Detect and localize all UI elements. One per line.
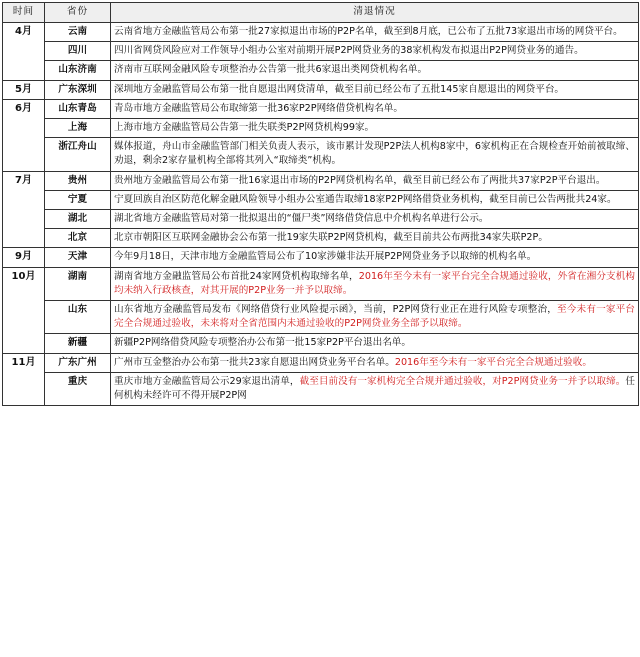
province-cell: 新疆 bbox=[45, 334, 111, 353]
province-cell: 四川 bbox=[45, 42, 111, 61]
province-cell: 山东济南 bbox=[45, 61, 111, 80]
province-cell: 山东 bbox=[45, 301, 111, 334]
province-cell: 浙江舟山 bbox=[45, 138, 111, 171]
province-cell: 重庆 bbox=[45, 372, 111, 405]
description-text: 四川省网贷风险应对工作领导小组办公室对前期开展P2P网贷业务的38家机构发布拟退出P2P网贷业务的通告。 bbox=[114, 45, 584, 57]
table-row bbox=[3, 42, 639, 61]
header-time: 时间 bbox=[3, 3, 45, 23]
province-cell: 天津 bbox=[45, 248, 111, 267]
description-text: 媒体报道，舟山市金融监管部门相关负责人表示，该市累计发现P2P法人机构8家中，6家机构正在合规检查开始前被取缔、劝退，剩余2家存量机构全部将其列入“取缔类”机构。 bbox=[114, 141, 635, 167]
month-cell: 5月 bbox=[3, 80, 45, 99]
p2p-clearance-table bbox=[2, 2, 639, 406]
clearance-description-cell bbox=[111, 353, 639, 372]
description-text: 济南市互联网金融风险专项整治办公告第一批共6家退出类网贷机构名单。 bbox=[114, 64, 428, 76]
description-text: 湖南省地方金融监管局公布首批24家网贷机构取缔名单， bbox=[114, 270, 359, 282]
table-row bbox=[3, 267, 639, 300]
description-text: 深圳地方金融监管局公布第一批自愿退出网贷清单，截至目前已经公布了五批145家自愿退出的网贷平台。 bbox=[114, 83, 565, 95]
clearance-description-cell bbox=[111, 301, 639, 334]
province-cell: 广东广州 bbox=[45, 353, 111, 372]
province-cell: 贵州 bbox=[45, 171, 111, 190]
description-text: 宁夏回族自治区防范化解金融风险领导小组办公室通告取缔18家P2P网络借贷业务机构，截至目前已公告两批共24家。 bbox=[114, 193, 617, 205]
month-cell: 10月 bbox=[3, 267, 45, 353]
header-province: 省份 bbox=[45, 3, 111, 23]
description-text: 贵州地方金融监管局公布第一批16家退出市场的P2P网贷机构名单，截至目前已经公布了两批共37家P2P平台退出。 bbox=[114, 174, 606, 186]
table-row bbox=[3, 80, 639, 99]
month-cell: 6月 bbox=[3, 99, 45, 171]
table-row bbox=[3, 190, 639, 209]
table-row bbox=[3, 301, 639, 334]
clearance-description-cell bbox=[111, 80, 639, 99]
header-clearance-status: 清退情况 bbox=[111, 3, 639, 23]
month-cell: 4月 bbox=[3, 23, 45, 81]
province-cell: 北京 bbox=[45, 229, 111, 248]
description-text: 新疆P2P网络借贷风险专项整治办公布第一批15家P2P平台退出名单。 bbox=[114, 337, 411, 349]
clearance-description-cell bbox=[111, 61, 639, 80]
table-header-row bbox=[3, 3, 639, 23]
table-row bbox=[3, 248, 639, 267]
description-text: 上海市地方金融监管局公告第一批失联类P2P网贷机构99家。 bbox=[114, 122, 375, 134]
province-cell: 广东深圳 bbox=[45, 80, 111, 99]
clearance-description-cell bbox=[111, 210, 639, 229]
description-text: 广州市互金整治办公布第一批共23家自愿退出网贷业务平台名单。 bbox=[114, 356, 395, 368]
month-cell: 7月 bbox=[3, 171, 45, 248]
highlighted-text: 至今未有一家平台完全合规通过验收，未来将对全省范围内未通过验收的P2P网贷业务全部予以取缔。 bbox=[114, 304, 636, 330]
highlighted-text: 2016年至今未有一家平台完全合规通过验收，外省在湘分支机构均未纳入行政核查，对其开展的P2P业务一并予以取缔。 bbox=[114, 270, 635, 296]
clearance-description-cell bbox=[111, 23, 639, 42]
clearance-description-cell bbox=[111, 267, 639, 300]
table-row bbox=[3, 372, 639, 405]
province-cell: 湖南 bbox=[45, 267, 111, 300]
table-row bbox=[3, 353, 639, 372]
clearance-description-cell bbox=[111, 334, 639, 353]
province-cell: 上海 bbox=[45, 119, 111, 138]
clearance-description-cell bbox=[111, 190, 639, 209]
table-row bbox=[3, 210, 639, 229]
clearance-description-cell bbox=[111, 138, 639, 171]
table-body bbox=[3, 23, 639, 406]
clearance-description-cell bbox=[111, 119, 639, 138]
table-row bbox=[3, 119, 639, 138]
clearance-description-cell bbox=[111, 42, 639, 61]
description-text: 青岛市地方金融监管局公布取缔第一批36家P2P网络借贷机构名单。 bbox=[114, 102, 403, 114]
table-row bbox=[3, 23, 639, 42]
description-text: 云南省地方金融监管局公布第一批27家拟退出市场的P2P名单，截至到8月底，已公布了五批73家退出市场的网贷平台。 bbox=[114, 26, 623, 37]
highlighted-text: 截至目前没有一家机构完全合规并通过验收，对P2P网贷业务一并予以取缔。 bbox=[299, 375, 626, 387]
province-cell: 湖北 bbox=[45, 210, 111, 229]
table-row bbox=[3, 171, 639, 190]
description-text: 今年9月18日，天津市地方金融监管局公布了10家涉嫌非法开展P2P网贷业务予以取缔的机构名单。 bbox=[114, 251, 537, 263]
province-cell: 山东青岛 bbox=[45, 99, 111, 118]
month-cell: 9月 bbox=[3, 248, 45, 267]
description-text: 北京市朝阳区互联网金融协会公布第一批19家失联P2P网贷机构，截至目前共公布两批34家失联P2P。 bbox=[114, 232, 548, 244]
table-row bbox=[3, 334, 639, 353]
clearance-description-cell bbox=[111, 372, 639, 405]
clearance-description-cell bbox=[111, 171, 639, 190]
table-row bbox=[3, 61, 639, 80]
province-cell: 宁夏 bbox=[45, 190, 111, 209]
clearance-description-cell bbox=[111, 248, 639, 267]
description-tail-text: 任何机构未经许可不得开展P2P网 bbox=[114, 375, 635, 402]
table-row bbox=[3, 138, 639, 171]
table-row bbox=[3, 229, 639, 248]
description-text: 湖北省地方金融监管局对第一批拟退出的“僵尸类”网络借贷信息中介机构名单进行公示。 bbox=[114, 213, 489, 225]
month-cell: 11月 bbox=[3, 353, 45, 406]
description-text: 山东省地方金融监管局发布《网络借贷行业风险提示函》，当前，P2P网贷行业正在进行风险专项整治， bbox=[114, 304, 558, 316]
table-row bbox=[3, 99, 639, 118]
description-text: 重庆市地方金融监管局公示29家退出清单， bbox=[114, 375, 300, 387]
clearance-description-cell bbox=[111, 229, 639, 248]
province-cell: 云南 bbox=[45, 23, 111, 42]
highlighted-text: 2016年至今未有一家平台完全合规通过验收。 bbox=[394, 356, 592, 368]
clearance-description-cell bbox=[111, 99, 639, 118]
